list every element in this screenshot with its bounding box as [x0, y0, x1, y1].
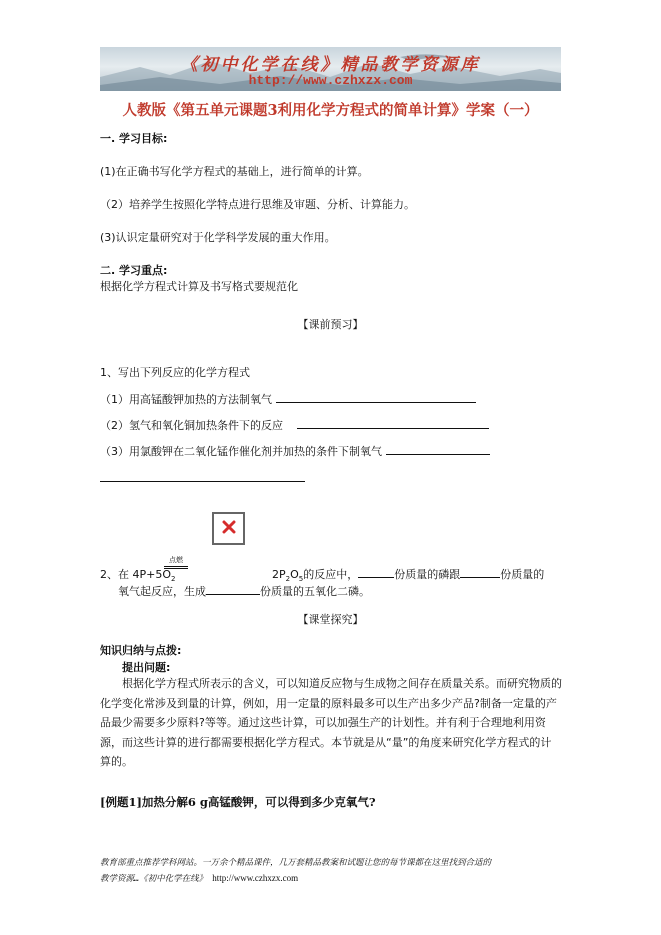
objective-item-2: （2）培养学生按照化学特点进行思维及审题、分析、计算能力。	[100, 198, 415, 211]
reaction-arrow-line	[164, 566, 188, 567]
reaction-condition	[164, 555, 188, 569]
answer-blank[interactable]	[276, 393, 476, 403]
footer-line-1: 教育部重点推荐学科网站。一万余个精品课件，几万套精品教案和试题让您的每节课都在这里找到合适的	[100, 858, 492, 868]
header-banner	[100, 47, 561, 91]
q2-text-a: 的反应中，	[303, 568, 359, 581]
answer-blank[interactable]	[297, 419, 489, 429]
preview-question-2-line2	[118, 583, 370, 599]
preview-q1-item-1	[100, 391, 476, 407]
preview-q1-item-3-text: （3）用氯酸钾在二氧化锰作催化剂并加热的条件下制氧气	[100, 445, 382, 458]
explore-heading: 【课堂探究】	[297, 613, 364, 626]
q2-product-sub1: 2	[285, 575, 291, 584]
answer-blank-continued[interactable]	[100, 474, 305, 482]
reaction-condition-text: 点燃	[169, 556, 183, 564]
preview-q1-item-1-text: （1）用高锰酸钾加热的方法制氧气	[100, 393, 272, 406]
reaction-arrow-line	[164, 568, 188, 569]
q2-text-c: 份质量的	[500, 568, 545, 581]
knowledge-heading: 知识归纳与点拨:	[100, 644, 182, 657]
footer-url[interactable]: http://www.czhxzx.com	[212, 873, 299, 883]
q2-subscript: 2	[171, 575, 176, 584]
preview-question-2-right	[272, 566, 544, 583]
raise-question-heading: 提出问题:	[122, 661, 171, 674]
example-1: [例题1]加热分解6 g高锰酸钾，可以得到多少克氧气?	[100, 795, 376, 809]
preview-q1-item-2	[100, 417, 489, 433]
banner-title: 《初中化学在线》精品教学资源库	[180, 55, 481, 75]
preview-question-1: 1、写出下列反应的化学方程式	[100, 366, 250, 379]
q2-text-b: 份质量的磷跟	[394, 568, 461, 581]
q2-product: 2P	[272, 568, 286, 581]
broken-image-placeholder	[212, 512, 245, 545]
explore-paragraph: 根据化学方程式所表示的含义，可以知道反应物与生成物之间存在质量关系。而研究物质的化学变化常涉及到量的计算，例如，用一定量的原料最多可以生产出多少产品?制备一定量的产品最少需要多少原料?等等。通过这些计算，可以加强生产的计划性。并有利于合理地利用资源，而这些计算的进行都需要根据化学方程式。本节就是从“量”的角度来研究化学方程式的计算的。	[100, 677, 562, 768]
answer-blank[interactable]	[206, 585, 260, 595]
q2-line2-a: 氧气起反应，生成	[118, 585, 206, 598]
objective-item-1: (1)在正确书写化学方程式的基础上，进行简单的计算。	[100, 165, 369, 178]
banner-url[interactable]: http://www.czhxzx.com	[248, 73, 413, 88]
objective-item-3: (3)认识定量研究对于化学科学发展的重大作用。	[100, 231, 336, 244]
objectives-heading: 一. 学习目标:	[100, 132, 168, 145]
q2-product-o: O	[290, 568, 299, 581]
answer-blank[interactable]	[358, 568, 394, 578]
preview-q1-item-2-text: （2）氢气和氧化铜加热条件下的反应	[100, 419, 283, 432]
footer-line-2-text: 教学资源…《初中化学在线》	[100, 874, 208, 884]
answer-blank[interactable]	[386, 445, 490, 455]
key-points-heading: 二. 学习重点:	[100, 264, 168, 277]
key-points-text: 根据化学方程式计算及书写格式要规范化	[100, 280, 298, 293]
broken-image-icon	[222, 520, 236, 534]
q2-product-sub2: 5	[298, 575, 304, 584]
answer-blank[interactable]	[460, 568, 500, 578]
document-title: 人教版《第五单元课题3利用化学方程式的简单计算》学案（一）	[122, 102, 539, 119]
q2-prefix: 2、在 4P+5O	[100, 568, 172, 581]
preview-heading: 【课前预习】	[297, 318, 364, 331]
preview-q1-item-3	[100, 443, 490, 459]
q2-line2-b: 份质量的五氧化二磷。	[260, 585, 370, 598]
footer-line-2	[100, 872, 298, 884]
